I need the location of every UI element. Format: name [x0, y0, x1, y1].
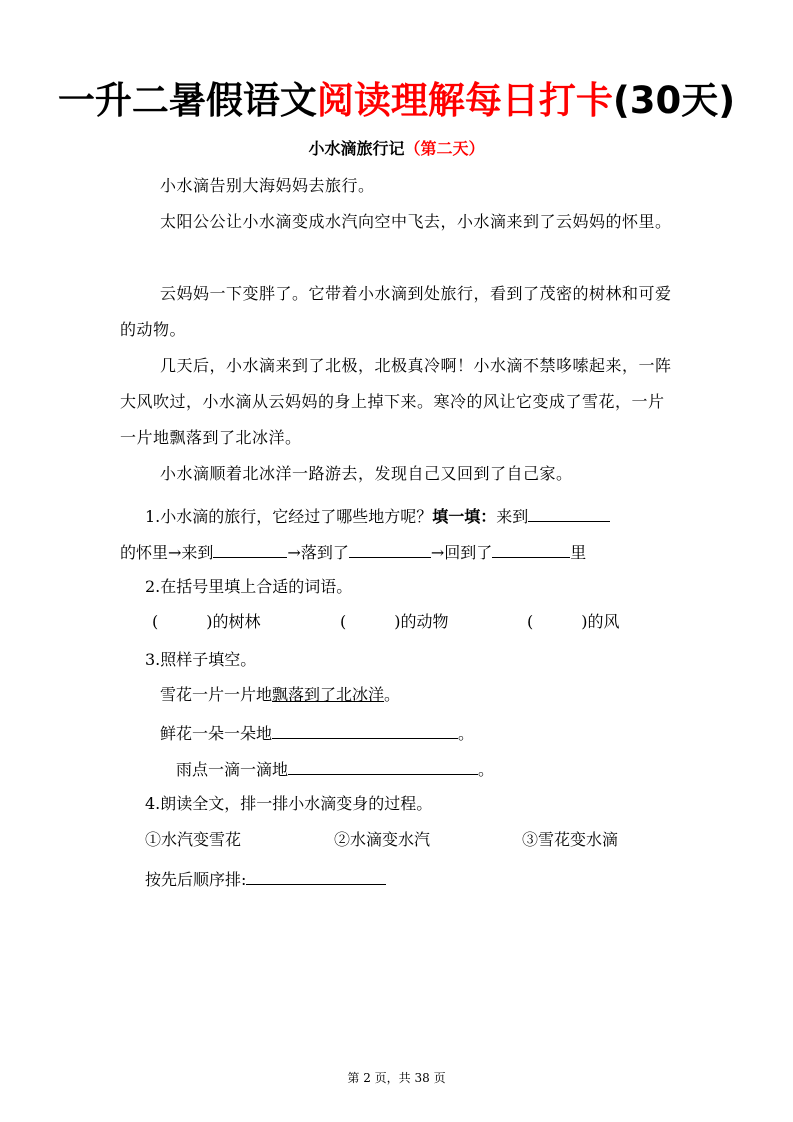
q3-line-1-text: 鲜花一朵一朵地 — [160, 724, 273, 743]
q4-order — [145, 866, 386, 892]
q1-part3: →落到了 — [287, 543, 349, 562]
q1-part1: 来到 — [496, 507, 529, 526]
story-paragraph-4: 几天后，小水滴来到了北极，北极真冷啊！小水滴不禁哆嗦起来，一阵大风吹过，小水滴从云妈妈的身上掉下来。寒冷的风让它变成了雪花，一片一片地飘落到了北冰洋。 — [120, 356, 672, 447]
title-red: 阅读理解每日打卡 — [316, 79, 613, 122]
story-paragraph-1: 小水滴告别大海妈妈去旅行。 — [160, 176, 375, 195]
q1-bold-label: 填一填： — [432, 507, 497, 526]
q3-example — [160, 683, 400, 707]
q4-option-1: ①水汽变雪花 — [145, 830, 242, 849]
story-paragraph-5: 小水滴顺着北冰洋一路游去，发现自己又回到了自己家。 — [160, 464, 573, 483]
q4-order-blank[interactable] — [246, 866, 386, 885]
q1-part5: 里 — [570, 543, 587, 562]
q3-blank-1[interactable] — [272, 720, 458, 739]
q1-blank-1[interactable] — [528, 503, 610, 522]
page-footer: 第 2 页，共 38 页 — [347, 1071, 446, 1085]
story-day: （第二天） — [404, 139, 485, 158]
q1-part4: →回到了 — [430, 543, 493, 562]
q3-line-1-period: 。 — [458, 724, 475, 743]
question-1-line-2 — [120, 539, 586, 565]
q3-example-prefix: 雪花一片一片地 — [160, 685, 273, 704]
q4-order-label: 按先后顺序排: — [145, 870, 247, 889]
q1-part2: 的怀里→来到 — [120, 543, 214, 562]
q3-blank-2[interactable] — [288, 756, 478, 775]
q3-line-1 — [160, 720, 474, 746]
q2-item-2[interactable]: ( )的动物 — [340, 612, 449, 631]
q1-blank-3[interactable] — [349, 539, 431, 558]
question-3-prompt: 3.照样子填空。 — [145, 650, 257, 669]
q3-line-2-period: 。 — [478, 760, 495, 779]
q2-item-3[interactable]: ( )的风 — [527, 612, 620, 631]
q4-option-2: ②水滴变水汽 — [334, 830, 431, 849]
q4-option-3: ③雪花变水滴 — [522, 830, 619, 849]
question-1-line-1 — [145, 503, 610, 529]
story-paragraph-2: 太阳公公让小水滴变成水汽向空中飞去，小水滴来到了云妈妈的怀里。 — [160, 212, 672, 231]
story-paragraph-3: 云妈妈一下变胖了。它带着小水滴到处旅行，看到了茂密的树林和可爱的动物。 — [120, 284, 672, 339]
question-4-prompt: 4.朗读全文，排一排小水滴变身的过程。 — [145, 794, 433, 813]
q1-blank-2[interactable] — [213, 539, 287, 558]
question-2-prompt: 2.在括号里填上合适的词语。 — [145, 577, 353, 596]
page-title — [0, 78, 793, 124]
q3-line-2 — [176, 756, 494, 782]
q2-item-1[interactable]: ( )的树林 — [152, 612, 261, 631]
q3-example-end: 。 — [384, 685, 401, 704]
q1-prefix: 1.小水滴的旅行，它经过了哪些地方呢？ — [145, 507, 433, 526]
q1-blank-4[interactable] — [492, 539, 570, 558]
title-suffix: (30天) — [612, 79, 736, 122]
story-title — [0, 138, 793, 160]
q3-line-2-text: 雨点一滴一滴地 — [176, 760, 289, 779]
q3-example-underlined: 飘落到了北冰洋 — [272, 685, 385, 704]
story-name: 小水滴旅行记 — [308, 139, 405, 158]
title-black: 一升二暑假语文 — [57, 79, 317, 122]
